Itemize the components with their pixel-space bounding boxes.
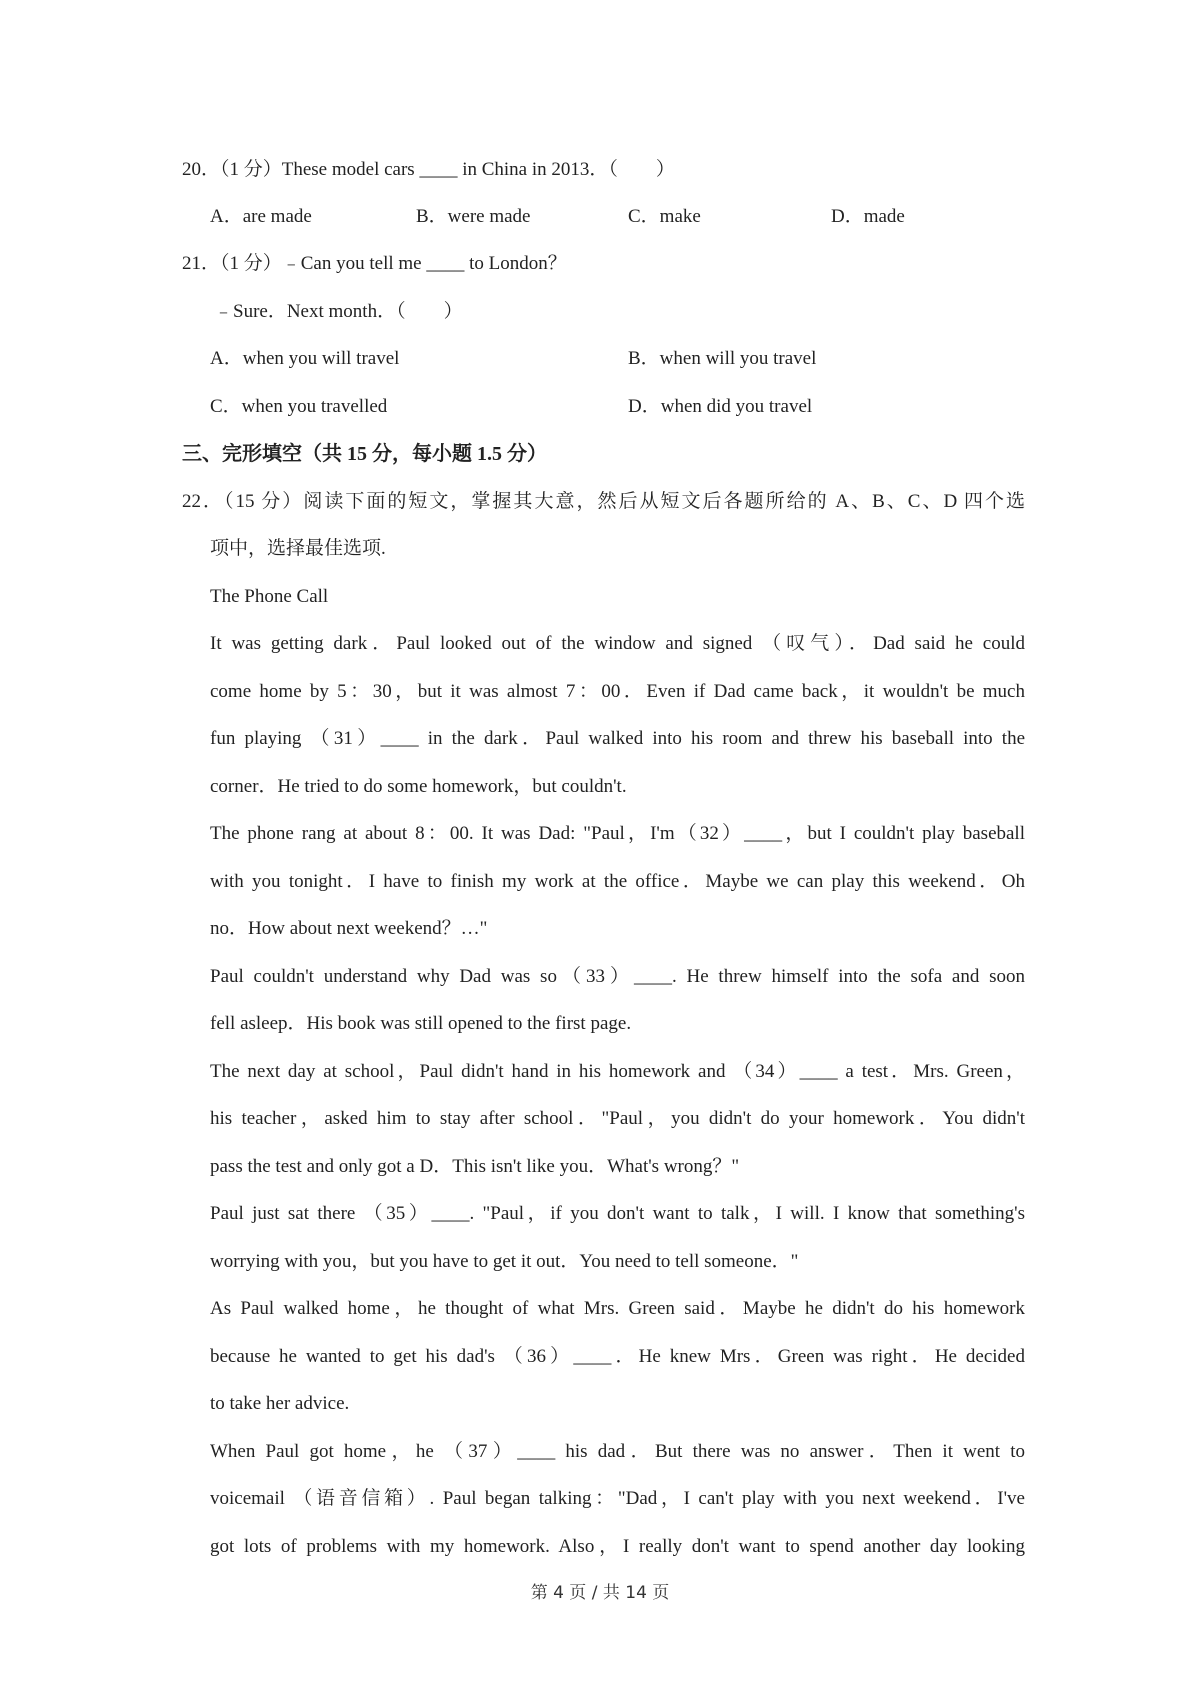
q21-stem-reply: ﹣Sure．Next month．（ ） bbox=[214, 301, 463, 322]
passage-line: to take her advice. bbox=[210, 1393, 350, 1414]
page-footer: 第 4 页 / 共 14 页 bbox=[530, 1583, 670, 1603]
q20-option-d: D．made bbox=[831, 206, 905, 227]
q20-option-b: B．were made bbox=[416, 206, 531, 227]
passage-line: got lots of problems with my homework. Also，I really don't want to spend another day looking bbox=[210, 1536, 1025, 1557]
passage-line: corner．He tried to do some homework，but couldn't. bbox=[210, 776, 627, 797]
passage-line: fell asleep．His book was still opened to the first page. bbox=[210, 1013, 632, 1034]
passage-line: worrying with you，but you have to get it out．You need to tell someone．" bbox=[210, 1251, 799, 1272]
q21-stem: 21．（1 分）﹣Can you tell me ____ to London？ bbox=[182, 253, 567, 274]
passage-line: Paul just sat there （35）____. "Paul，if you don't want to talk，I will. I know that something's bbox=[210, 1203, 1025, 1224]
q20-stem: 20．（1 分）These model cars ____ in China in 2013．（ ） bbox=[182, 159, 675, 180]
passage-line: pass the test and only got a D．This isn't like you．What's wrong？" bbox=[210, 1156, 740, 1177]
passage-line: no．How about next weekend？…" bbox=[210, 918, 488, 939]
section-heading: 三、完形填空（共 15 分，每小题 1.5 分） bbox=[182, 443, 547, 465]
passage-line: his teacher，asked him to stay after school．"Paul，you didn't do your homework．You didn't bbox=[210, 1108, 1025, 1129]
q20-option-a: A．are made bbox=[210, 206, 312, 227]
passage-line: with you tonight．I have to finish my work at the office．Maybe we can play this weekend．Oh bbox=[210, 871, 1025, 892]
passage-line: because he wanted to get his dad's （36）____．He knew Mrs．Green was right．He decided bbox=[210, 1346, 1025, 1367]
passage-line: voicemail （语音信箱）. Paul began talking："Dad，I can't play with you next weekend．I've bbox=[210, 1488, 1025, 1509]
q21-option-c: C．when you travelled bbox=[210, 396, 388, 417]
passage-line: Paul couldn't understand why Dad was so（33）____. He threw himself into the sofa and soon bbox=[210, 966, 1025, 987]
passage-line: The phone rang at about 8：00. It was Dad: "Paul，I'm（32）____，but I couldn't play baseball bbox=[210, 823, 1025, 844]
passage-line: As Paul walked home，he thought of what Mrs. Green said．Maybe he didn't do his homework bbox=[210, 1298, 1025, 1319]
passage-line: come home by 5：30，but it was almost 7：00．Even if Dad came back，it wouldn't be much bbox=[210, 681, 1025, 702]
q22-intro: 22．（15 分）阅读下面的短文，掌握其大意，然后从短文后各题所给的 A、B、C、D 四个选 bbox=[182, 491, 1025, 512]
q21-option-a: A．when you will travel bbox=[210, 348, 400, 369]
passage-line: The next day at school，Paul didn't hand in his homework and （34）____ a test．Mrs. Green， bbox=[210, 1061, 1025, 1082]
passage-line: It was getting dark．Paul looked out of the window and signed （叹气）．Dad said he could bbox=[210, 633, 1025, 654]
q20-option-c: C．make bbox=[628, 206, 701, 227]
passage-line: When Paul got home，he （37）____ his dad．But there was no answer．Then it went to bbox=[210, 1441, 1025, 1462]
q21-option-d: D．when did you travel bbox=[628, 396, 813, 417]
passage-title: The Phone Call bbox=[210, 586, 329, 607]
q21-option-b: B．when will you travel bbox=[628, 348, 817, 369]
q22-intro-cont: 项中，选择最佳选项. bbox=[210, 538, 386, 559]
passage-line: fun playing （31）____ in the dark．Paul walked into his room and threw his baseball into the bbox=[210, 728, 1025, 749]
